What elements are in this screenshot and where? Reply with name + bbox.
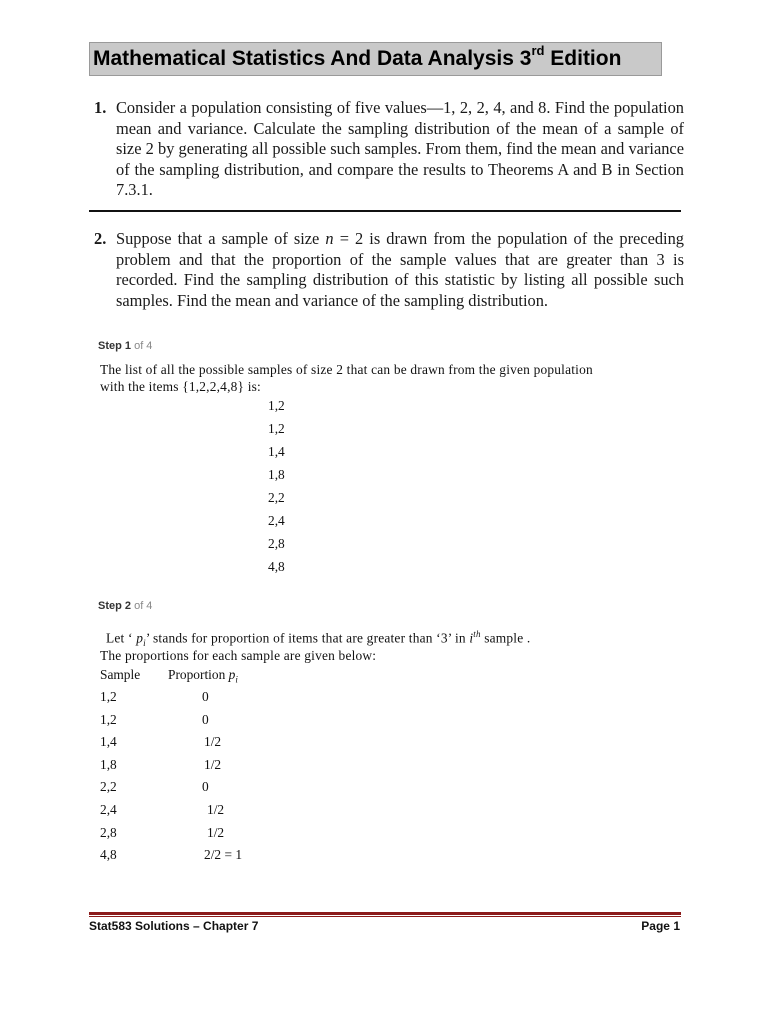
cell-proportion: 2/2 = 1 [204,847,243,863]
problem-1-number: 1. [94,98,107,117]
title-main: Mathematical Statistics And Data Analysis 3 [93,47,532,70]
section-divider [89,210,681,212]
header-sample: Sample [100,667,141,682]
table-row [100,734,347,757]
sample-list-item: 1,4 [268,444,285,459]
table-row [100,802,347,825]
cell-sample: 1,4 [100,734,117,750]
step-1-line-1: The list of all the possible samples of size 2 that can be drawn from the given population [100,362,593,377]
proportions-table [100,667,347,870]
problem-1-text: Consider a population consisting of five values—1, 2, 2, 4, and 8. Find the population mean and variance. Calculate the sampling distribution of the mean of a sample of size 2 by generating all possible such samples. From them, find the mean and variance of the sampling distribution, and compare the results to Theorems A and B in Section 7.3.1. [116,98,684,200]
title-tail: Edition [544,47,622,70]
footer-rule-thin [89,916,681,917]
sample-list-item: 2,8 [268,536,285,551]
step-2-count: of 4 [134,600,153,612]
intro-post: sample . [480,630,531,646]
cell-sample: 1,2 [100,689,117,704]
intro-sup: th [473,629,481,639]
cell-sample: 2,8 [100,824,117,840]
sample-list-item: 2,2 [268,490,285,505]
header-proportion-sub: i [235,674,238,685]
intro-var: p [136,630,144,646]
step-1-count: of 4 [134,340,153,352]
header-proportion-var: p [228,667,236,682]
step-2-line-2: The proportions for each sample are given below: [100,648,377,663]
step-2-title: Step 2 [98,600,132,612]
intro-var2: i [469,630,474,646]
table-row [100,757,347,780]
cell-proportion: 0 [202,779,209,795]
cell-proportion: 1/2 [207,801,225,817]
table-header [100,667,347,689]
cell-proportion: 0 [202,711,209,727]
page-number: Page 1 [641,919,680,933]
sample-list-item: 2,4 [268,513,285,528]
table-body [100,689,347,870]
cell-sample: 4,8 [100,847,117,863]
step-1-title: Step 1 [98,340,132,352]
table-row [100,779,347,802]
table-row [100,825,347,848]
table-row [100,689,347,712]
cell-sample: 2,4 [100,801,117,817]
step-1-line-2: with the items {1,2,2,4,8} is: [100,379,261,394]
cell-proportion: 1/2 [204,734,222,750]
cell-sample: 1,2 [100,711,117,727]
header-proportion-text: Proportion [168,667,226,682]
problem-1 [94,98,684,201]
header-proportion [168,667,308,689]
sample-list-item: 4,8 [268,559,285,574]
table-row [100,712,347,735]
cell-proportion: 1/2 [204,756,222,772]
step-1-label [98,340,152,352]
problem-2-variable: n [325,229,334,248]
problem-2-text-end: = 2 is drawn from the population of the preceding problem and that the proportion of the sample values that are greater than 3 is recorded. Find the sampling distribution of this statistic by listing all possible such samples. Find the mean and variance of the sampling distribution. [116,229,684,310]
intro-mid: ’ stands for proportion of items that are greater than ‘3’ in [145,630,470,646]
sample-list-item: 1,8 [268,467,285,482]
intro-sub: i [143,638,146,649]
intro-pre: Let ‘ [106,630,137,646]
cell-proportion: 1/2 [207,824,225,840]
footer-title: Stat583 Solutions – Chapter 7 [89,919,259,933]
sample-list-item: 1,2 [268,421,285,436]
sample-list-item: 1,2 [268,398,285,413]
footer-rule-thick [89,912,681,915]
samples-list [268,398,285,582]
cell-sample: 2,2 [100,779,117,795]
title-superscript: rd [531,43,545,58]
problem-2-text-start: Suppose that a sample of size [116,229,326,248]
cell-sample: 1,8 [100,756,117,772]
table-row [100,847,347,870]
document-title [89,42,662,76]
cell-proportion: 0 [202,689,209,704]
problem-2 [94,229,684,311]
step-2-label [98,600,152,612]
problem-2-text [116,229,684,311]
problem-2-number: 2. [94,229,107,248]
